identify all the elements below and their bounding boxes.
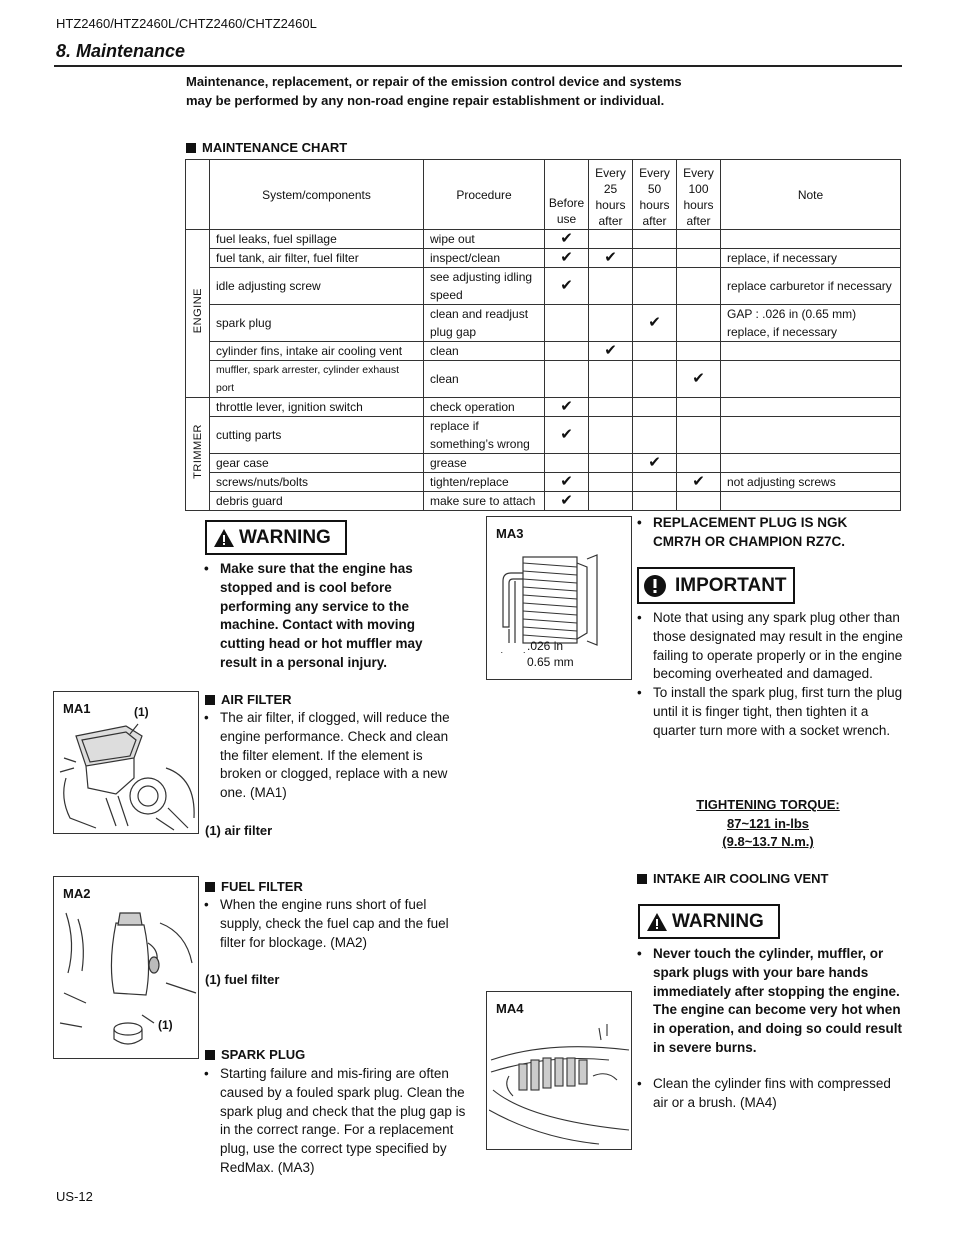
cell-system: muffler, spark arrester, cylinder exhaust port <box>210 361 424 398</box>
header-every-100-text: Every 100 hours after <box>683 166 714 228</box>
cell-note <box>721 230 901 249</box>
check-cell: ✔ <box>545 268 589 305</box>
check-cell: ✔ <box>589 249 633 268</box>
cell-note <box>721 417 901 454</box>
replacement-plug-list <box>637 514 867 552</box>
check-cell <box>677 342 721 361</box>
check-cell <box>589 305 633 342</box>
check-cell <box>677 268 721 305</box>
cell-system: debris guard <box>210 492 424 511</box>
important-item-2: • To install the spark plug, first turn the plug until it is finger tight, then tighten it a quarter turn more with a socket wrench. <box>637 684 903 740</box>
group-trimmer-label: TRIMMER <box>191 424 204 479</box>
table-row <box>186 361 901 398</box>
gap-inches-label: .026 in <box>527 639 564 653</box>
fuel-filter-text: • When the engine runs short of fuel supply, check the fuel cap and the fuel filter for blockage. (MA2) <box>204 896 466 952</box>
cell-system: cylinder fins, intake air cooling vent <box>210 342 424 361</box>
maintenance-chart-table <box>185 159 901 511</box>
important-label: IMPORTANT <box>675 574 787 596</box>
gap-mm-label: 0.65 mm <box>527 655 574 669</box>
intro-paragraph: Maintenance, replacement, or repair of the emission control device and systems may be performed by any non-road engine repair establishment or individual. <box>186 74 682 108</box>
check-cell <box>545 454 589 473</box>
check-cell <box>633 473 677 492</box>
cell-note <box>721 361 901 398</box>
check-cell <box>633 249 677 268</box>
check-cell <box>589 268 633 305</box>
warning-triangle-icon <box>213 528 235 548</box>
check-cell: ✔ <box>677 361 721 398</box>
check-cell <box>633 398 677 417</box>
cell-system: cutting parts <box>210 417 424 454</box>
check-cell: ✔ <box>545 230 589 249</box>
tightening-torque <box>660 796 876 852</box>
check-cell: ✔ <box>545 417 589 454</box>
square-bullet-icon <box>637 874 647 884</box>
fuel-filter-illustration <box>56 903 198 1057</box>
cylinder-fins-illustration <box>489 1020 631 1148</box>
warning-triangle-icon <box>646 912 668 932</box>
figure-ma1-callout: (1) <box>134 705 149 719</box>
table-row <box>186 492 901 511</box>
header-every-50 <box>633 160 677 230</box>
spark-plug-text: • Starting failure and mis-firing are often caused by a fouled spark plug. Clean the spark plug and check that the plug gap is in the correct range. For a replacement plug, use the correct type specified by RedMax. (MA3) <box>204 1065 466 1178</box>
group-engine <box>186 230 210 398</box>
check-cell <box>677 398 721 417</box>
table-row <box>186 230 901 249</box>
figure-ma2-callout: (1) <box>158 1018 173 1032</box>
cell-procedure: replace if something’s wrong <box>424 417 545 454</box>
header-procedure: Procedure <box>424 160 545 230</box>
spark-plug-heading <box>205 1047 305 1062</box>
intake-warning-list <box>637 945 903 1058</box>
header-every-25-text: Every 25 hours after <box>595 166 626 228</box>
square-bullet-icon <box>205 695 215 705</box>
check-cell <box>589 473 633 492</box>
torque-value-nm: (9.8~13.7 N.m.) <box>722 834 814 849</box>
check-cell <box>677 454 721 473</box>
header-note: Note <box>721 160 901 230</box>
square-bullet-icon <box>186 143 196 153</box>
table-row <box>186 305 901 342</box>
cell-procedure: clean <box>424 342 545 361</box>
square-bullet-icon <box>205 882 215 892</box>
figure-ma4-label: MA4 <box>496 1001 524 1016</box>
figure-ma1-label: MA1 <box>63 701 91 716</box>
important-box <box>637 567 795 604</box>
air-filter-heading-text: AIR FILTER <box>221 692 292 707</box>
table-row <box>186 454 901 473</box>
exclamation-circle-icon <box>643 574 667 598</box>
warning-box-2 <box>638 904 780 939</box>
check-cell <box>589 230 633 249</box>
check-cell: ✔ <box>677 473 721 492</box>
cell-procedure: grease <box>424 454 545 473</box>
table-row <box>186 249 901 268</box>
cell-procedure: make sure to attach <box>424 492 545 511</box>
check-cell <box>677 492 721 511</box>
cell-procedure: tighten/replace <box>424 473 545 492</box>
cell-procedure: wipe out <box>424 230 545 249</box>
intake-list <box>637 1075 903 1113</box>
figure-ma1 <box>53 691 199 834</box>
cell-procedure: inspect/clean <box>424 249 545 268</box>
check-cell: ✔ <box>633 305 677 342</box>
cell-system: gear case <box>210 454 424 473</box>
header-every-100 <box>677 160 721 230</box>
check-cell <box>633 268 677 305</box>
intake-heading <box>637 871 829 886</box>
check-cell <box>545 305 589 342</box>
check-cell: ✔ <box>633 454 677 473</box>
air-filter-text: • The air filter, if clogged, will reduce the engine performance. Check and clean the filter element. If the element is broken or clogged, replace with a new one. (MA1) <box>204 709 466 803</box>
fuel-filter-heading-text: FUEL FILTER <box>221 879 303 894</box>
intake-text: • Clean the cylinder fins with compressed air or a brush. (MA4) <box>637 1075 903 1113</box>
table-row <box>186 268 901 305</box>
cell-procedure: clean and readjust plug gap <box>424 305 545 342</box>
cell-note: not adjusting screws <box>721 473 901 492</box>
square-bullet-icon <box>205 1050 215 1060</box>
cell-note <box>721 492 901 511</box>
important-item-1: • Note that using any spark plug other than those designated may result in the engine failing to operate properly or in the engine becoming overheated and damaged. <box>637 609 903 684</box>
group-header-cell <box>186 160 210 230</box>
page-number: US-12 <box>56 1189 93 1204</box>
header-every-25 <box>589 160 633 230</box>
header-before-use-text: Before use <box>548 196 585 226</box>
check-cell <box>633 492 677 511</box>
section-title: 8. Maintenance <box>56 41 186 61</box>
group-trimmer <box>186 398 210 511</box>
cell-system: fuel tank, air filter, fuel filter <box>210 249 424 268</box>
header-system: System/components <box>210 160 424 230</box>
check-cell <box>589 417 633 454</box>
cell-note <box>721 342 901 361</box>
check-cell <box>633 417 677 454</box>
group-engine-label: ENGINE <box>191 288 204 334</box>
warning-label: WARNING <box>239 526 331 548</box>
figure-ma3-label: MA3 <box>496 526 524 541</box>
check-cell: ✔ <box>545 473 589 492</box>
cell-procedure: check operation <box>424 398 545 417</box>
maintenance-chart-label-text: MAINTENANCE CHART <box>202 140 348 155</box>
fuel-filter-caption: (1) fuel filter <box>205 972 280 987</box>
intake-warning-text: • Never touch the cylinder, muffler, or spark plugs with your bare hands immediately after stopping the engine. The engine can become very hot when in operation, and doing so could result in severe burns. <box>637 945 903 1058</box>
intake-heading-text: INTAKE AIR COOLING VENT <box>653 871 829 886</box>
check-cell <box>545 342 589 361</box>
check-cell <box>589 361 633 398</box>
cell-system: spark plug <box>210 305 424 342</box>
check-cell <box>633 230 677 249</box>
cell-system: screws/nuts/bolts <box>210 473 424 492</box>
cell-note: replace carburetor if necessary <box>721 268 901 305</box>
table-row <box>186 342 901 361</box>
torque-value-inlbs: 87~121 in-lbs <box>726 815 810 831</box>
spark-plug-list <box>204 1065 466 1178</box>
warning-list <box>204 560 454 673</box>
maintenance-chart-label <box>186 140 347 155</box>
important-list <box>637 609 903 741</box>
air-filter-caption: (1) air filter <box>205 823 273 838</box>
check-cell: ✔ <box>545 249 589 268</box>
table-header-row <box>186 160 901 230</box>
check-cell: ✔ <box>589 342 633 361</box>
check-cell <box>633 361 677 398</box>
table-row <box>186 473 901 492</box>
check-cell <box>589 398 633 417</box>
figure-ma2-label: MA2 <box>63 886 91 901</box>
model-header: HTZ2460/HTZ2460L/CHTZ2460/CHTZ2460L <box>56 16 317 31</box>
check-cell <box>589 454 633 473</box>
replacement-plug-text: • REPLACEMENT PLUG IS NGK CMR7H OR CHAMPION RZ7C. <box>637 514 867 552</box>
cell-system: fuel leaks, fuel spillage <box>210 230 424 249</box>
spark-plug-gap-illustration <box>491 543 629 653</box>
check-cell: ✔ <box>545 398 589 417</box>
warning-box <box>205 520 347 555</box>
check-cell <box>677 230 721 249</box>
cell-note <box>721 398 901 417</box>
air-filter-illustration <box>56 718 198 832</box>
table-row <box>186 398 901 417</box>
figure-ma4 <box>486 991 632 1150</box>
air-filter-heading <box>205 692 292 707</box>
header-before-use <box>545 160 589 230</box>
spark-plug-heading-text: SPARK PLUG <box>221 1047 306 1062</box>
check-cell: ✔ <box>545 492 589 511</box>
check-cell <box>633 342 677 361</box>
cell-system: throttle lever, ignition switch <box>210 398 424 417</box>
air-filter-list <box>204 709 466 803</box>
figure-ma3 <box>486 516 632 680</box>
fuel-filter-list <box>204 896 466 952</box>
table-row <box>186 417 901 454</box>
fuel-filter-heading <box>205 879 303 894</box>
check-cell <box>589 492 633 511</box>
cell-procedure: clean <box>424 361 545 398</box>
torque-label: TIGHTENING TORQUE: <box>696 797 840 812</box>
check-cell <box>677 249 721 268</box>
warning-label-2: WARNING <box>672 910 764 932</box>
warning-text: • Make sure that the engine has stopped and is cool before performing any service to the machine. Contact with moving cutting head or hot muffler may result in a personal injury. <box>204 560 454 673</box>
check-cell <box>545 361 589 398</box>
cell-system: idle adjusting screw <box>210 268 424 305</box>
check-cell <box>677 305 721 342</box>
figure-ma2 <box>53 876 199 1059</box>
check-cell <box>677 417 721 454</box>
cell-note: GAP : .026 in (0.65 mm) replace, if necessary <box>721 305 901 342</box>
header-divider <box>54 65 902 67</box>
cell-note <box>721 454 901 473</box>
header-every-50-text: Every 50 hours after <box>639 166 670 228</box>
cell-note: replace, if necessary <box>721 249 901 268</box>
cell-procedure: see adjusting idling speed <box>424 268 545 305</box>
